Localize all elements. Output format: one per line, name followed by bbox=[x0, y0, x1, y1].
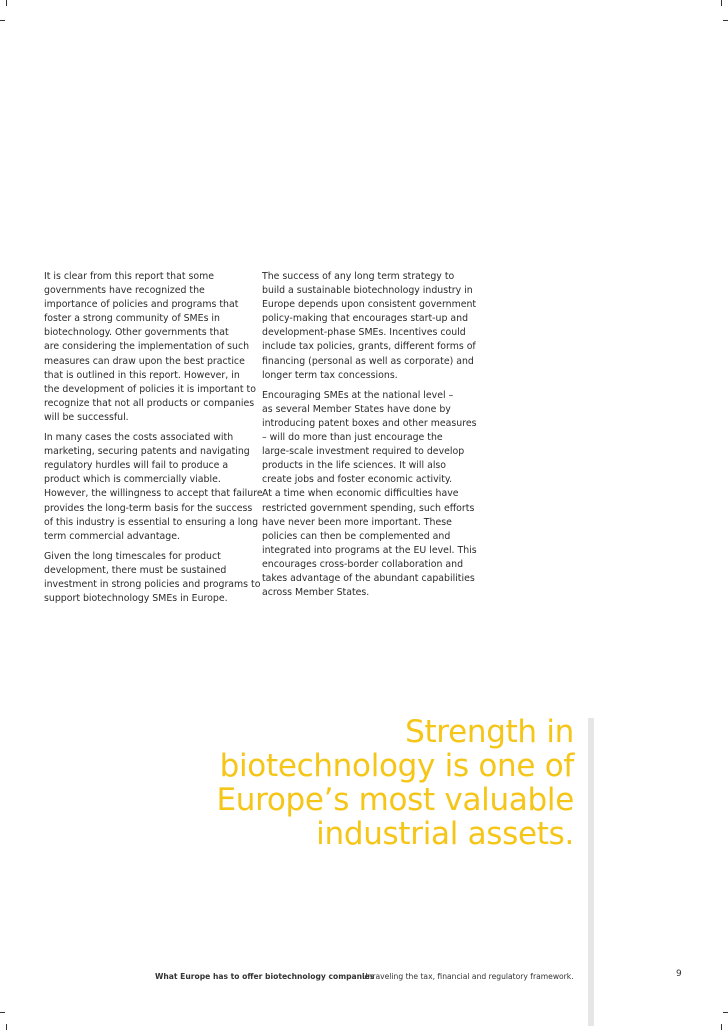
text-line: industrial assets. bbox=[316, 816, 574, 852]
text-line: include tax policies, grants, different forms of bbox=[262, 341, 476, 353]
text-line: biotechnology. Other governments that bbox=[44, 327, 229, 339]
paragraph bbox=[44, 431, 263, 544]
text-line: However, the willingness to accept that failure bbox=[44, 488, 263, 500]
text-line: restricted government spending, such efforts bbox=[262, 502, 475, 514]
text-line: development-phase SMEs. Incentives could bbox=[262, 327, 466, 339]
paragraph bbox=[44, 550, 261, 606]
text-line: encourages cross-border collaboration and bbox=[262, 558, 464, 570]
text-line: longer term tax concessions. bbox=[262, 369, 398, 381]
text-line: It is clear from this report that some bbox=[44, 271, 215, 282]
text-line: across Member States. bbox=[262, 587, 370, 599]
text-line: investment in strong policies and programs to bbox=[44, 578, 261, 590]
text-line: are considering the implementation of such bbox=[44, 341, 250, 353]
text-line: products in the life sciences. It will also bbox=[262, 460, 447, 472]
crop-mark bbox=[6, 0, 7, 6]
pull-quote bbox=[216, 715, 574, 851]
crop-mark bbox=[723, 1012, 728, 1013]
paragraph bbox=[44, 270, 256, 425]
text-line: integrated into programs at the EU level. This bbox=[262, 544, 477, 556]
paragraph bbox=[262, 389, 477, 600]
text-line: – will do more than just encourage the bbox=[262, 432, 443, 444]
text-line: development, there must be sustained bbox=[44, 564, 227, 576]
text-line: of this industry is essential to ensuring a long bbox=[44, 516, 259, 528]
text-line: recognize that not all products or companies bbox=[44, 397, 255, 409]
text-line: At a time when economic difficulties have bbox=[262, 488, 459, 500]
text-line: build a sustainable biotechnology industry in bbox=[262, 285, 473, 297]
text-line: policy-making that encourages start-up and bbox=[262, 313, 469, 325]
crop-mark bbox=[721, 1024, 722, 1030]
right-column bbox=[262, 270, 477, 606]
crop-mark bbox=[6, 1024, 7, 1030]
text-line: that is outlined in this report. However, in bbox=[44, 369, 240, 381]
text-line: foster a strong community of SMEs in bbox=[44, 313, 220, 325]
text-line: as several Member States have done by bbox=[262, 403, 451, 415]
footer-subtitle: Unraveling the tax, financial and regulatory framework. bbox=[362, 972, 574, 981]
text-line: measures can draw upon the best practice bbox=[44, 355, 245, 367]
text-line: large-scale investment required to develop bbox=[262, 446, 465, 458]
text-line: product which is commercially viable. bbox=[44, 474, 221, 486]
text-line: support biotechnology SMEs in Europe. bbox=[44, 593, 228, 605]
text-line: Europe’s most valuable bbox=[216, 782, 574, 818]
text-line: In many cases the costs associated with bbox=[44, 432, 234, 444]
text-line: introducing patent boxes and other measures bbox=[262, 417, 477, 429]
footer-title: What Europe has to offer biotechnology companies bbox=[155, 972, 375, 981]
text-line: Given the long timescales for product bbox=[44, 550, 221, 562]
text-line: takes advantage of the abundant capabilities bbox=[262, 572, 475, 584]
text-line: will be successful. bbox=[44, 411, 129, 423]
text-line: financing (personal as well as corporate) and bbox=[262, 355, 474, 367]
crop-mark bbox=[0, 20, 5, 21]
crop-mark bbox=[0, 1012, 5, 1013]
page-number: 9 bbox=[676, 969, 682, 979]
crop-mark bbox=[721, 0, 722, 6]
text-line: biotechnology is one of bbox=[219, 748, 574, 784]
text-line: create jobs and foster economic activity. bbox=[262, 474, 453, 486]
paragraph bbox=[262, 270, 477, 383]
text-line: policies can then be complemented and bbox=[262, 530, 451, 542]
text-line: provides the long-term basis for the success bbox=[44, 502, 253, 514]
text-line: importance of policies and programs that bbox=[44, 299, 239, 311]
text-line: the development of policies it is important to bbox=[44, 383, 256, 395]
text-line: regulatory hurdles will fail to produce a bbox=[44, 460, 229, 472]
text-line: Strength in bbox=[405, 714, 574, 750]
text-line: The success of any long term strategy to bbox=[262, 271, 455, 282]
text-line: Encouraging SMEs at the national level – bbox=[262, 389, 454, 401]
text-line: Europe depends upon consistent government bbox=[262, 299, 477, 311]
left-column bbox=[44, 270, 263, 612]
sidebar-bar bbox=[588, 718, 594, 1026]
crop-mark bbox=[723, 20, 728, 21]
text-line: marketing, securing patents and navigating bbox=[44, 446, 250, 458]
text-line: governments have recognized the bbox=[44, 285, 205, 297]
text-line: term commercial advantage. bbox=[44, 530, 180, 542]
text-line: have never been more important. These bbox=[262, 516, 452, 528]
